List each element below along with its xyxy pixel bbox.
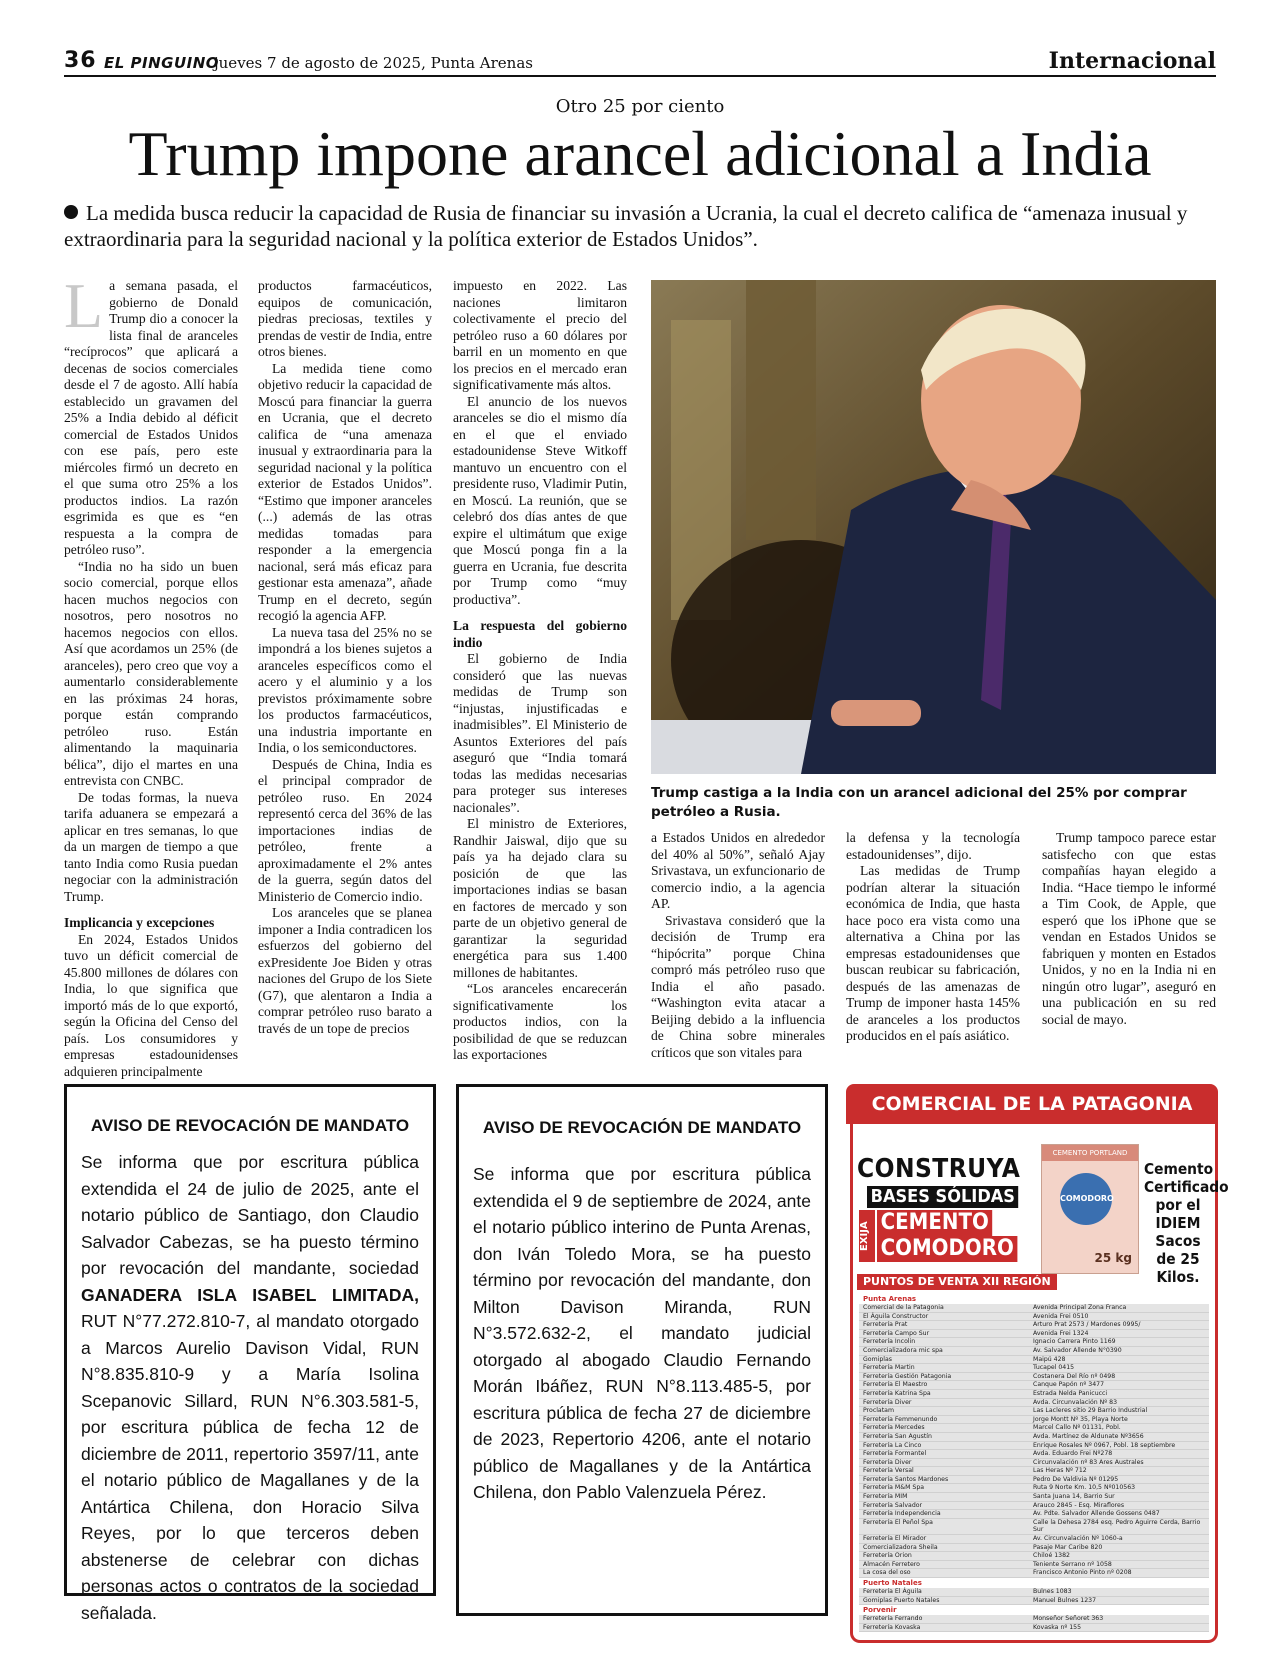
store-row [859, 1552, 1209, 1561]
store-row [859, 1459, 1209, 1468]
kicker: Otro 25 por ciento [555, 96, 725, 117]
store-name: Gomiplas Puerto Natales [863, 1596, 940, 1604]
drop-cap: L [64, 270, 104, 341]
store-address: Las Heras Nº 712 [1033, 1467, 1087, 1475]
notice-title: AVISO DE REVOCACIÓN DE MANDATO [90, 1116, 410, 1135]
paragraph: De todas formas, la nueva tarifa aduanera se empezará a aplicar en tres semanas, lo que da un margen de tiempo a que tanto India como Rusia puedan negociar con la administración Trump. [64, 789, 238, 904]
store-address: Av. Circunvalación Nº 1060-a [1033, 1535, 1123, 1543]
store-address: Avenida Principal Zona Franca [1033, 1304, 1127, 1311]
subhead: Implicancia y excepciones [64, 915, 215, 930]
store-name: Ferretería Prat [863, 1321, 908, 1329]
store-address: Avda. Circunvalación Nº 83 [1033, 1398, 1118, 1406]
ad-slogan-1: CONSTRUYA [857, 1154, 1021, 1184]
store-name: Ferretería Campo Sur [863, 1329, 930, 1337]
paragraph: La medida tiene como objetivo reducir la capacidad de Moscú para financiar la guerra en Ucrania, que el decreto califica de “una amenaza inusual y extraordinaria para la seguridad nacional y la política exterior de Estados Unidos”. “Estimo que imponer aranceles (...) además de las otras medidas tomadas para responder a la emergencia nacional, será más eficaz para gestionar esta amenaza”, añade Trump en el decreto, según recogió la agencia AFP. [258, 360, 432, 623]
store-name: Comercial de la Patagonia [863, 1304, 944, 1311]
city-heading: Porvenir [859, 1605, 1209, 1615]
article-column-1 [64, 270, 238, 1080]
paragraph: la defensa y la tecnología estadounidenses”, dijo. [846, 830, 1020, 862]
store-row [859, 1356, 1209, 1365]
store-address: Las Lacleres sitio 29 Barrio Industrial [1033, 1407, 1148, 1415]
store-name: Ferretería El Peñol Spa [863, 1518, 933, 1526]
store-address: Maipú 428 [1033, 1355, 1066, 1363]
store-name: Comercializadora mic spa [863, 1346, 943, 1354]
store-row [859, 1390, 1209, 1399]
store-row [859, 1597, 1209, 1606]
notice-revocation-2 [456, 1084, 828, 1616]
photo-illustration [651, 280, 1216, 774]
store-name: Ferretería Gestión Patagonia [863, 1372, 952, 1380]
store-row [859, 1381, 1209, 1390]
store-name: Ferretería Versal [863, 1467, 914, 1475]
points-of-sale-table [859, 1294, 1209, 1632]
store-address: Kovaska nº 155 [1033, 1623, 1082, 1631]
store-address: Enrique Rosales Nº 0967, Pobl. 18 septiembre [1033, 1441, 1176, 1449]
ad-certification: Cemento Certificado por el IDIEM Sacos de 25 Kilos. [1143, 1160, 1229, 1286]
store-address: Pedro De Valdivia Nº 01295 [1033, 1475, 1119, 1483]
store-name: Ferretería Incolin [863, 1338, 916, 1346]
store-name: Ferretería El Águila [863, 1588, 922, 1595]
paragraph: El ministro de Exteriores, Randhir Jaiswal, dijo que su país ya ha dejado clara su posición de que las importaciones indias se basan en factores de mercado y son parte de un objetivo general de garantizar la seguridad energética para sus 1.400 millones de habitantes. [453, 816, 627, 980]
article-column-4 [651, 830, 825, 1061]
paragraph: productos farmacéuticos, equipos de comunicación, piedras preciosas, textiles y prendas de vestir de India, entre otros bienes. [258, 278, 432, 359]
store-name: Ferretería Katrina Spa [863, 1389, 931, 1397]
paragraph: impuesto en 2022. Las naciones limitaron colectivamente el precio del petróleo ruso a 60 dólares por barril en un momento en que los precios en el mercado eran significativamente más altos. [453, 278, 627, 392]
store-row [859, 1450, 1209, 1459]
paragraph: El anuncio de los nuevos aranceles se dio el mismo día en el que el enviado estadounidense Steve Witkoff mantuvo un encuentro con el presidente ruso, Vladimir Putin, en Moscú. La reunión, que se celebró dos días antes de que expire el ultimátum que exige que Moscú ponga fin a la guerra en Ucrania, fue descrita por Trump como “muy productiva”. [453, 393, 627, 607]
dateline: jueves 7 de agosto de 2025, Punta Arenas [214, 54, 533, 72]
article-column-5 [846, 830, 1020, 1045]
article-column-2 [258, 278, 432, 1037]
store-name: Ferretería Independencia [863, 1510, 941, 1518]
article-column-6 [1042, 830, 1216, 1028]
ad-exija-label: EXIJA [859, 1210, 875, 1262]
notice-body: Se informa que por escritura pública extendida el 24 de julio de 2025, ante el notario público de Santiago, don Claudio Salvador Cabezas, se ha puesto término por revocación del mandante, sociedad GANADERA ISLA ISABEL LIMITADA, RUT N°77.272.810-7, al mandato otorgado a Marcos Aurelio Davison Vidal, RUN N°8.835.810-9 y a María Isolina Scepanovic Sillard, RUN N°6.303.581-5, por escritura pública de fecha 12 de diciembre de 2011, repertorio 3597/11, ante el notario público de Magallanes y de la Antártica Chilena, don Horacio Silva Reyes, por lo que terceros deben abstenerse de celebrar con dichas personas actos o contratos de la sociedad señalada. [81, 1152, 419, 1623]
store-name: Ferretería MIM [863, 1493, 908, 1501]
store-row [859, 1510, 1209, 1519]
store-row [859, 1442, 1209, 1451]
ad-slogan-3: CEMENTO [877, 1210, 992, 1236]
store-name: Ferretería M&M Spa [863, 1484, 925, 1492]
store-name: Ferretería Diver [863, 1458, 912, 1466]
store-name: Ferretería Martin [863, 1364, 915, 1372]
trump-photo [651, 280, 1216, 774]
paragraph: “India no ha sido un buen socio comercial, porque ellos hacen muchos negocios con nosotros, pero nosotros no hacemos negocios con ellos. Así que acordamos un 25% (de aranceles), pero creo que voy a aumentarlo considerablemente en las próximas 24 horas, porque están comprando petróleo ruso. Están alimentando la maquinaria bélica”, dijo el martes en una entrevista con CNBC. [64, 558, 238, 788]
store-name: La cosa del oso [863, 1569, 911, 1577]
store-name: Ferretería San Agustín [863, 1432, 932, 1440]
company-name: GANADERA ISLA ISABEL LIMITADA, [81, 1284, 419, 1305]
store-row [859, 1347, 1209, 1356]
store-row [859, 1313, 1209, 1322]
paragraph: La semana pasada, el gobierno de Donald Trump dio a conocer la lista final de aranceles “recíprocos” que aplicará a decenas de socios comerciales desde el 7 de agosto. Allí había establecido un gravamen del 25% a India debido al déficit comercial de Estados Unidos con ese país, pero este miércoles firmó un decreto en el que suma otro 25% a los productos indios. La razón esgrimida es que es “en respuesta a la compra de petróleo ruso”. [64, 270, 238, 557]
store-name: Ferretería Orion [863, 1552, 912, 1560]
deck [64, 200, 1216, 252]
bag-brand-seal: COMODORO [1060, 1173, 1112, 1225]
store-address: Calle la Dehesa 2784 esq. Pedro Aguirre Cerda, Barrio Sur [1033, 1518, 1201, 1534]
paragraph: a Estados Unidos en alrededor del 40% al 50%”, señaló Ajay Srivastava, un exfuncionario de comercio indio, a la agencia AP. [651, 830, 825, 911]
store-name: Ferretería Formantel [863, 1450, 927, 1458]
store-row [859, 1321, 1209, 1330]
section-name: Internacional [1048, 48, 1216, 74]
store-address: Avda. Martínez de Aldunate Nº3656 [1033, 1432, 1144, 1440]
store-name: Ferretería Kovaska [863, 1623, 921, 1631]
article-column-3 [453, 278, 627, 1064]
paragraph: Los aranceles que se planea imponer a India contradicen los esfuerzos del gobierno del exPresidente Joe Biden y otras naciones del Grupo de los Siete (G7), que alentaron a India a comprar petróleo ruso barato a través de un tope de precios [258, 905, 432, 1036]
cement-bag-image [1041, 1144, 1139, 1274]
cement-advertisement [846, 1084, 1229, 1646]
store-address: Jorge Montt Nº 35, Playa Norte [1033, 1415, 1128, 1423]
store-name: Gomiplas [863, 1355, 892, 1363]
store-address: Manuel Bulnes 1237 [1033, 1596, 1097, 1604]
store-name: Ferretería Santos Mardones [863, 1475, 949, 1483]
store-row [859, 1544, 1209, 1553]
store-address: Santa Juana 14, Barrio Sur [1033, 1493, 1115, 1501]
header-rule [64, 75, 1216, 77]
notice-title: AVISO DE REVOCACIÓN DE MANDATO [482, 1118, 802, 1137]
store-row [859, 1561, 1209, 1570]
store-address: Francisco Antonio Pinto nº 0208 [1033, 1569, 1132, 1577]
paragraph: Las medidas de Trump podrían alterar la situación económica de India, que hasta hace poco era vista como una alternativa a China por las empresas estadounidenses que buscan reubicar su fabricación, después de las amenazas de Trump de imponer hasta 145% de aranceles a los productos producidos en el país asiático. [846, 863, 1020, 1043]
store-row [859, 1588, 1209, 1597]
store-name: Proclatam [863, 1407, 894, 1415]
paragraph: En 2024, Estados Unidos tuvo un déficit comercial de 45.800 millones de dólares con India, lo que significa que importó más de lo que exportó, según la Oficina del Censo del país. Los consumidores y empresas estadounidenses adquieren principalmente [64, 931, 238, 1079]
store-name: Ferretería El Maestro [863, 1381, 928, 1389]
points-of-sale-title: PUNTOS DE VENTA XII REGIÓN [857, 1274, 1057, 1290]
store-address: Avenida Frei 1324 [1033, 1329, 1089, 1337]
store-address: Teniente Serrano nº 1058 [1033, 1560, 1112, 1568]
subhead: La respuesta del gobierno indio [453, 618, 627, 650]
store-address: Av. Pdte. Salvador Allende Gossens 0487 [1033, 1510, 1160, 1518]
store-name: Almacén Ferretero [863, 1560, 920, 1568]
store-address: Tucapel 0415 [1033, 1364, 1075, 1372]
store-name: Ferretería La Cinco [863, 1441, 922, 1449]
paragraph: La nueva tasa del 25% no se impondrá a los bienes sujetos a aranceles específicos como el acero y el aluminio y a los previstos próximamente sobre los productos farmacéuticos, una industria importante en India, o los semiconductores. [258, 624, 432, 755]
store-address: Arauco 2845 - Esq. Miraflores [1033, 1501, 1125, 1509]
store-row [859, 1467, 1209, 1476]
store-address: Costanera Del Río nº 0498 [1033, 1372, 1116, 1380]
deck-text: La medida busca reducir la capacidad de Rusia de financiar su invasión a Ucrania, la cual el decreto califica de “amenaza inusual y extraordinaria para la seguridad nacional y la política exterior de Estados Unidos”. [64, 201, 1188, 251]
store-address: Av. Salvador Allende N°0390 [1033, 1346, 1122, 1354]
store-row [859, 1493, 1209, 1502]
city-heading: Punta Arenas [859, 1294, 1209, 1304]
store-row [859, 1338, 1209, 1347]
photo-caption: Trump castiga a la India con un arancel adicional del 25% por comprar petróleo a Rusia. [651, 785, 1187, 820]
store-address: Arturo Prat 2573 / Mardones 0995/ [1033, 1321, 1141, 1329]
store-name: Ferretería Femmenundo [863, 1415, 938, 1423]
store-address: Marcel Callo Nº 01131, Pobl. [1033, 1424, 1121, 1432]
notice-revocation-1 [64, 1084, 436, 1623]
store-address: Ignacio Carrera Pinto 1169 [1033, 1338, 1116, 1346]
paragraph: Trump tampoco parece estar satisfecho con que estas compañías hayan elegido a India. “Hace tiempo le informé a Tim Cook, de Apple, que esperó que los iPhone que se vendan en Estados Unidos se fabriquen y monten en Estados Unidos, y no en la India ni en ningún otro lugar”, aseguró en una publicación en su red social de mayo. [1042, 830, 1216, 1027]
paragraph: El gobierno de India consideró que las nuevas medidas de Trump son “injustas, injustificadas e inadmisibles”. El Ministerio de Asuntos Exteriores del país aseguró que “India tomará todas las medidas necesarias para proteger sus intereses nacionales”. [453, 651, 627, 815]
city-heading: Puerto Natales [859, 1578, 1209, 1588]
store-address: Estrada Nelda Panicucci [1033, 1389, 1108, 1397]
paragraph: Srivastava consideró que la decisión de Trump era “hipócrita” porque China compró más petróleo ruso que India el año pasado. “Washington evita atacar a Beijing debido a la influencia de China sobre minerales críticos que son vitales para [651, 912, 825, 1060]
paragraph: “Los aranceles encarecerán significativamente los productos indios, con la posibilidad de que se reduzcan las exportaciones [453, 981, 627, 1062]
bullet-icon [64, 205, 78, 219]
ad-slogan-2: BASES SÓLIDAS [867, 1186, 1019, 1208]
store-row [859, 1624, 1209, 1633]
store-row [859, 1364, 1209, 1373]
store-name: El Águila Constructor [863, 1312, 929, 1320]
store-address: Canque Papón nº 3477 [1033, 1381, 1105, 1389]
store-row [859, 1424, 1209, 1433]
store-name: Ferretería Salvador [863, 1501, 923, 1509]
store-row [859, 1615, 1209, 1624]
store-row [859, 1399, 1209, 1408]
store-row [859, 1304, 1209, 1313]
store-row [859, 1433, 1209, 1442]
store-address: Avda. Eduardo Frei Nº278 [1033, 1450, 1113, 1458]
store-name: Ferretería Ferrando [863, 1615, 923, 1623]
store-row [859, 1407, 1209, 1416]
store-address: Monseñor Señoret 363 [1033, 1615, 1104, 1623]
headline: Trump impone arancel adicional a India [128, 118, 1152, 189]
store-address: Circunvalación nº 83 Ares Australes [1033, 1458, 1144, 1466]
store-name: Ferretería El Mirador [863, 1535, 927, 1543]
store-row [859, 1484, 1209, 1493]
paragraph: Después de China, India es el principal comprador de petróleo ruso. En 2024 representó cerca del 36% de las importaciones indias de petróleo, frente a aproximadamente el 2% antes de la guerra, según datos del Ministerio de Comercio indio. [258, 756, 432, 904]
store-row [859, 1535, 1209, 1544]
store-address: Pasaje Mar Caribe 820 [1033, 1543, 1103, 1551]
newspaper-logo: EL PINGUINO [104, 54, 220, 72]
store-address: Avenida Frei 0510 [1033, 1312, 1089, 1320]
store-address: Ruta 9 Norte Km. 10,5 Nº010563 [1033, 1484, 1136, 1492]
store-name: Ferretería Mercedes [863, 1424, 925, 1432]
store-row [859, 1519, 1209, 1535]
store-address: Bulnes 1083 [1033, 1588, 1072, 1595]
ad-slogan-4: COMODORO [877, 1236, 1017, 1262]
store-row [859, 1502, 1209, 1511]
store-row [859, 1569, 1209, 1578]
bag-weight: 25 kg [1094, 1251, 1132, 1265]
store-name: Comercializadora Sheila [863, 1543, 938, 1551]
store-address: Chiloé 1382 [1033, 1552, 1070, 1560]
bag-label: CEMENTO PORTLAND [1042, 1145, 1138, 1161]
ad-banner: COMERCIAL DE LA PATAGONIA [846, 1084, 1218, 1124]
notice-body: Se informa que por escritura pública extendida el 9 de septiembre de 2024, ante el notario público interino de Punta Arenas, don Iván Toledo Mora, se ha puesto término por revocación del mandante, don Milton Davison Miranda, RUN N°3.572.632-2, el mandato judicial otorgado al abogado Claudio Fernando Morán Ibáñez, RUN N°8.113.485-5, por escritura pública de fecha 27 de diciembre de 2023, Repertorio 4206, ante el notario público de Magallanes y de la Antártica Chilena, don Pablo Valenzuela Pérez. [473, 1164, 811, 1502]
ad-body [850, 1124, 1229, 1643]
page-number: 36 [64, 48, 97, 73]
store-name: Ferretería Diver [863, 1398, 912, 1406]
